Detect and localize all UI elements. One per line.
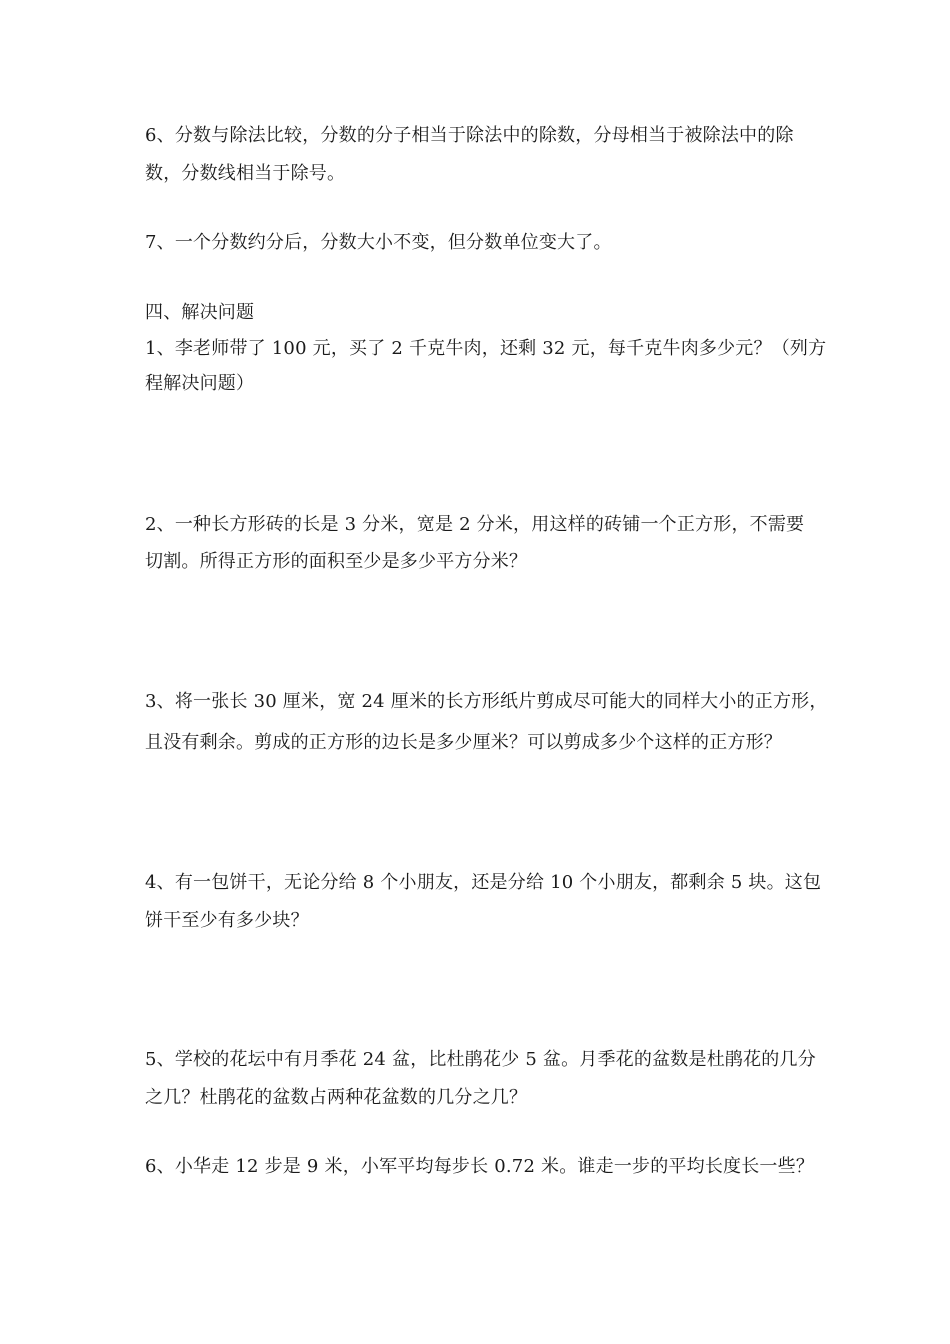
problem-1-line-2: 程解决问题） — [145, 373, 255, 394]
section-heading: 四、解决问题 — [145, 302, 255, 323]
problem-4-line-1: 4、有一包饼干，无论分给 8 个小朋友，还是分给 10 个小朋友，都剩余 5 块。这包 — [145, 872, 822, 893]
problem-1-line-1: 1、李老师带了 100 元，买了 2 千克牛肉，还剩 32 元，每千克牛肉多少元？（列方 — [145, 338, 827, 359]
problem-4-line-2: 饼干至少有多少块？ — [145, 910, 309, 931]
problem-6: 6、小华走 12 步是 9 米，小军平均每步长 0.72 米。谁走一步的平均长度长一些？ — [145, 1156, 815, 1177]
judgement-item-6-line-2: 数，分数线相当于除号。 — [145, 163, 346, 184]
judgement-item-6-line-1: 6、分数与除法比较，分数的分子相当于除法中的除数，分母相当于被除法中的除 — [145, 125, 794, 146]
problem-5-line-1: 5、学校的花坛中有月季花 24 盆，比杜鹃花少 5 盆。月季花的盆数是杜鹃花的几分 — [145, 1049, 816, 1070]
problem-2-line-1: 2、一种长方形砖的长是 3 分米，宽是 2 分米，用这样的砖铺一个正方形，不需要 — [145, 514, 805, 535]
judgement-item-7: 7、一个分数约分后，分数大小不变，但分数单位变大了。 — [145, 232, 612, 253]
problem-2-line-2: 切割。所得正方形的面积至少是多少平方分米？ — [145, 551, 528, 572]
problem-3-line-2: 且没有剩余。剪成的正方形的边长是多少厘米？可以剪成多少个这样的正方形？ — [145, 732, 782, 753]
problem-5-line-2: 之几？杜鹃花的盆数占两种花盆数的几分之几？ — [145, 1087, 528, 1108]
problem-3-line-1: 3、将一张长 30 厘米，宽 24 厘米的长方形纸片剪成尽可能大的同样大小的正方形， — [145, 691, 828, 712]
